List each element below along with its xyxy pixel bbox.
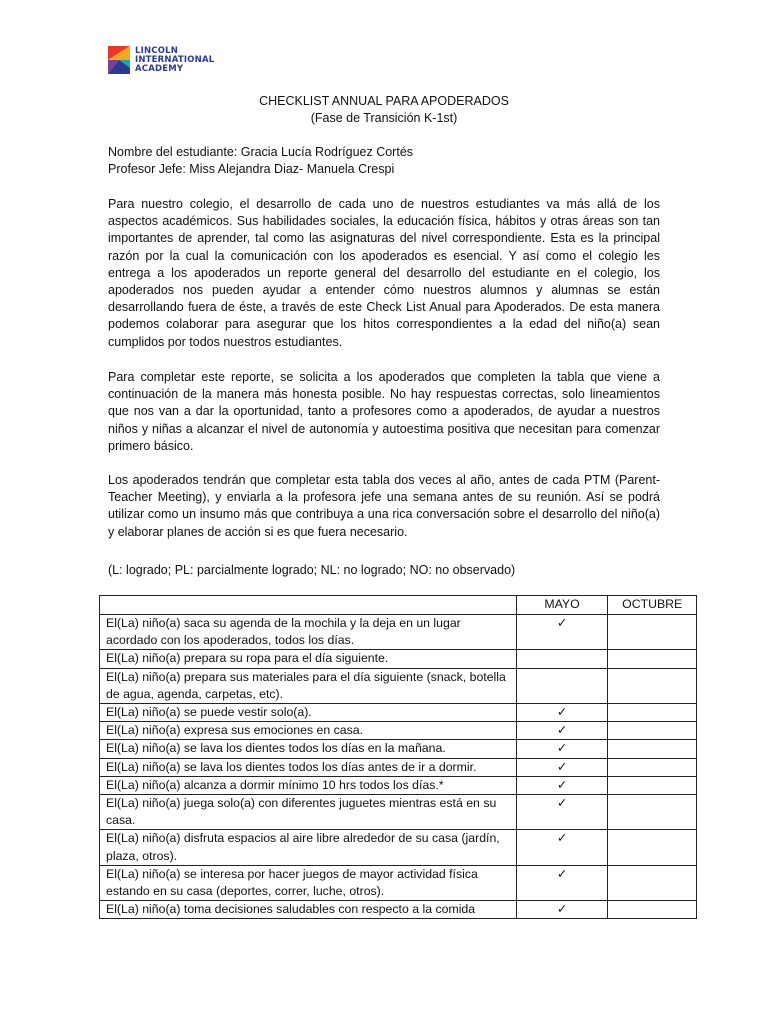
mayo-cell[interactable]: ✓ bbox=[516, 830, 608, 865]
student-name-line: Nombre del estudiante: Gracia Lucía Rodríguez Cortés bbox=[108, 145, 414, 159]
table-row bbox=[100, 795, 697, 830]
octubre-cell[interactable] bbox=[608, 901, 697, 919]
header-octubre: OCTUBRE bbox=[608, 596, 697, 615]
document-title: CHECKLIST ANNUAL PARA APODERADOS bbox=[259, 94, 509, 108]
logo-line-1: LINCOLN bbox=[135, 45, 179, 56]
checklist-item: El(La) niño(a) saca su agenda de la mochila y la deja en un lugar acordado con los apoderados, todos los días. bbox=[100, 615, 517, 650]
logo-line-3: ACADEMY bbox=[135, 63, 184, 74]
checklist-item: El(La) niño(a) se interesa por hacer juegos de mayor actividad física estando en su casa (deportes, correr, luche, otros). bbox=[100, 865, 517, 900]
checklist-item: El(La) niño(a) se puede vestir solo(a). bbox=[100, 704, 517, 722]
table-row bbox=[100, 830, 697, 865]
mayo-cell[interactable]: ✓ bbox=[516, 704, 608, 722]
octubre-cell[interactable] bbox=[608, 722, 697, 740]
octubre-cell[interactable] bbox=[608, 758, 697, 776]
mayo-cell[interactable]: ✓ bbox=[516, 615, 608, 650]
checklist-item: El(La) niño(a) prepara sus materiales para el día siguiente (snack, botella de agua, agenda, carpetas, etc). bbox=[100, 668, 517, 703]
table-row bbox=[100, 865, 697, 900]
table-row bbox=[100, 776, 697, 794]
octubre-cell[interactable] bbox=[608, 704, 697, 722]
mayo-cell[interactable]: ✓ bbox=[516, 865, 608, 900]
table-row bbox=[100, 740, 697, 758]
table-row bbox=[100, 704, 697, 722]
header-item bbox=[100, 596, 517, 615]
mayo-cell[interactable]: ✓ bbox=[516, 901, 608, 919]
checklist-table bbox=[99, 595, 697, 919]
octubre-cell[interactable] bbox=[608, 776, 697, 794]
instructions-paragraph: Para completar este reporte, se solicita a los apoderados que completen la tabla que viene a continuación de la manera más honesta posible. No hay respuestas correctas, solo lineamientos que nos van a dar la oportunidad, tanto a profesores como a apoderados, de ayudar a nuestros niños y niñas a alcanzar el nivel de autonomía y autoestima positiva que necesitan para comenzar primero básico. bbox=[108, 370, 660, 453]
mayo-cell[interactable]: ✓ bbox=[516, 795, 608, 830]
checklist-item: El(La) niño(a) alcanza a dormir mínimo 10 hrs todos los días.* bbox=[100, 776, 517, 794]
checklist-item: El(La) niño(a) se lava los dientes todos los días en la mañana. bbox=[100, 740, 517, 758]
teacher-line: Profesor Jefe: Miss Alejandra Diaz- Manuela Crespi bbox=[108, 162, 395, 176]
logo-line-2: INTERNATIONAL bbox=[135, 54, 215, 65]
document-subtitle: (Fase de Transición K-1st) bbox=[310, 111, 458, 125]
mayo-cell[interactable] bbox=[516, 668, 608, 703]
intro-paragraph: Para nuestro colegio, el desarrollo de cada uno de nuestros estudiantes va más allá de los aspectos académicos. Sus habilidades sociales, la educación física, hábitos y otras áreas son tan importantes de aprender, tal como las asignaturas del nivel correspondiente. Esta es la principal razón por la cual la comunicación con los apoderados es esencial. Y así como el colegio les entrega a los apoderados un reporte general del desarrollo del estudiante en el colegio, los apoderados nos pueden ayudar a entender cómo nuestros alumnos y alumnas se están desarrollando fuera de éste, a través de este Check List Anual para Apoderados. De esta manera podemos colaborar para asegurar que los hitos correspondientes a la edad del niño(a) sean cumplidos por todos nuestros estudiantes. bbox=[108, 197, 660, 349]
mayo-cell[interactable] bbox=[516, 650, 608, 668]
table-row bbox=[100, 758, 697, 776]
octubre-cell[interactable] bbox=[608, 650, 697, 668]
schedule-paragraph: Los apoderados tendrán que completar esta tabla dos veces al año, antes de cada PTM (Parent-Teacher Meeting), y enviarla a la profesora jefe una semana antes de su reunión. Así se podrá utilizar como un insumo más que contribuya a una rica conversación sobre el desarrollo del niño(a) y elaborar planes de acción si es que fuera necesario. bbox=[108, 473, 660, 539]
table-row bbox=[100, 650, 697, 668]
octubre-cell[interactable] bbox=[608, 830, 697, 865]
mayo-cell[interactable]: ✓ bbox=[516, 740, 608, 758]
octubre-cell[interactable] bbox=[608, 740, 697, 758]
table-row bbox=[100, 901, 697, 919]
octubre-cell[interactable] bbox=[608, 668, 697, 703]
school-logo bbox=[108, 46, 214, 74]
checklist-item: El(La) niño(a) expresa sus emociones en casa. bbox=[100, 722, 517, 740]
table-header-row bbox=[100, 596, 697, 615]
checklist-item: El(La) niño(a) prepara su ropa para el día siguiente. bbox=[100, 650, 517, 668]
header-mayo: MAYO bbox=[516, 596, 608, 615]
checklist-item: El(La) niño(a) toma decisiones saludables con respecto a la comida bbox=[100, 901, 517, 919]
logo-wordmark bbox=[135, 47, 214, 74]
checklist-item: El(La) niño(a) disfruta espacios al aire libre alrededor de su casa (jardín, plaza, otros). bbox=[100, 830, 517, 865]
octubre-cell[interactable] bbox=[608, 865, 697, 900]
octubre-cell[interactable] bbox=[608, 615, 697, 650]
table-row bbox=[100, 668, 697, 703]
mayo-cell[interactable]: ✓ bbox=[516, 776, 608, 794]
lincoln-academy-logo-icon bbox=[108, 46, 130, 74]
checklist-item: El(La) niño(a) se lava los dientes todos los días antes de ir a dormir. bbox=[100, 758, 517, 776]
table-row bbox=[100, 615, 697, 650]
mayo-cell[interactable]: ✓ bbox=[516, 722, 608, 740]
checklist-item: El(La) niño(a) juega solo(a) con diferentes juguetes mientras está en su casa. bbox=[100, 795, 517, 830]
mayo-cell[interactable]: ✓ bbox=[516, 758, 608, 776]
octubre-cell[interactable] bbox=[608, 795, 697, 830]
legend-text: (L: logrado; PL: parcialmente logrado; NL: no logrado; NO: no observado) bbox=[108, 563, 516, 577]
table-row bbox=[100, 722, 697, 740]
checklist-body bbox=[100, 615, 697, 919]
